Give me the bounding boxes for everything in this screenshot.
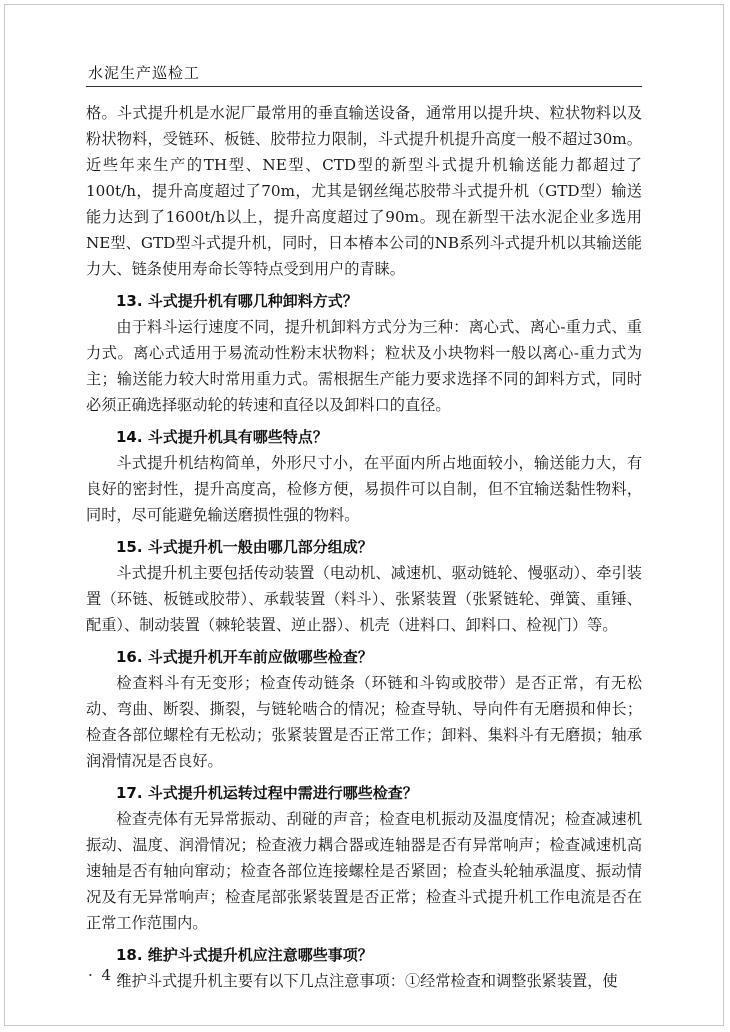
section-14-body: 斗式提升机结构简单，外形尺寸小，在平面内所占地面较小，输送能力大，有良好的密封性，提升高度高，检修方便，易损件可以自制，但不宜输送黏性物料，同时，尽可能避免输送磨损性强的物料。: [86, 454, 642, 524]
header-rule: [86, 86, 642, 87]
intro-paragraph: 格。斗式提升机是水泥厂最常用的垂直输送设备，通常用以提升块、粒状物料以及粉状物料，受链环、板链、胶带拉力限制，斗式提升机提升高度一般不超过30m。近些年来生产的TH型、NE型、CTD型的新型斗式提升机输送能力都超过了100t/h，提升高度超过了70m，尤其是钢丝绳芯胶带斗式提升机（GTD型）输送能力达到了1600t/h以上，提升高度超过了90m。现在新型干法水泥企业多选用NE型、GTD型斗式提升机，同时，日本椿本公司的NB系列斗式提升机以其输送能力大、链条使用寿命长等特点受到用户的青睐。: [86, 104, 642, 278]
section-15-body: 斗式提升机主要包括传动装置（电动机、减速机、驱动链轮、慢驱动）、牵引装置（环链、板链或胶带）、承载装置（料斗）、张紧装置（张紧链轮、弹簧、重锤、配重）、制动装置（棘轮装置、逆止器）、机壳（进料口、卸料口、检视门）等。: [86, 564, 642, 634]
section-17-body: 检查壳体有无异常振动、刮碰的声音；检查电机振动及温度情况；检查减速机振动、温度、润滑情况；检查液力耦合器或连轴器是否有异常响声；检查减速机高速轴是否有轴向窜动；检查各部位连接螺栓是否紧固；检查头轮轴承温度、振动情况及有无异常响声；检查尾部张紧装置是否正常；检查斗式提升机工作电流是否在正常工作范围内。: [86, 810, 642, 932]
section-13-body: 由于料斗运行速度不同，提升机卸料方式分为三种：离心式、离心-重力式、重力式。离心式适用于易流动性粉末状物料；粒状及小块物料一般以离心-重力式为主；输送能力较大时常用重力式。需根据生产能力要求选择不同的卸料方式，同时必须正确选择驱动轮的转速和直径以及卸料口的直径。: [86, 318, 642, 414]
page-number: · 4 ·: [88, 966, 127, 984]
section-14-heading: 14. 斗式提升机具有哪些特点？: [116, 428, 328, 446]
section-16-body: 检查料斗有无变形；检查传动链条（环链和斗钩或胶带）是否正常，有无松动、弯曲、断裂、撕裂，与链轮啮合的情况；检查导轨、导向件有无磨损和伸长；检查各部位螺栓有无松动；张紧装置是否正常工作；卸料、集料斗有无磨损；轴承润滑情况是否良好。: [86, 674, 642, 770]
section-13-heading: 13. 斗式提升机有哪几种卸料方式？: [116, 292, 358, 310]
section-16-heading: 16. 斗式提升机开车前应做哪些检查？: [116, 648, 373, 666]
running-title: 水泥生产巡检工: [88, 64, 201, 82]
section-18-heading: 18. 维护斗式提升机应注意哪些事项？: [116, 946, 373, 964]
page-content: [86, 100, 642, 994]
section-17-heading: 17. 斗式提升机运转过程中需进行哪些检查？: [116, 784, 418, 802]
section-18-body: 维护斗式提升机主要有以下几点注意事项：①经常检查和调整张紧装置，使: [116, 972, 618, 990]
section-15-heading: 15. 斗式提升机一般由哪几部分组成？: [116, 538, 373, 556]
